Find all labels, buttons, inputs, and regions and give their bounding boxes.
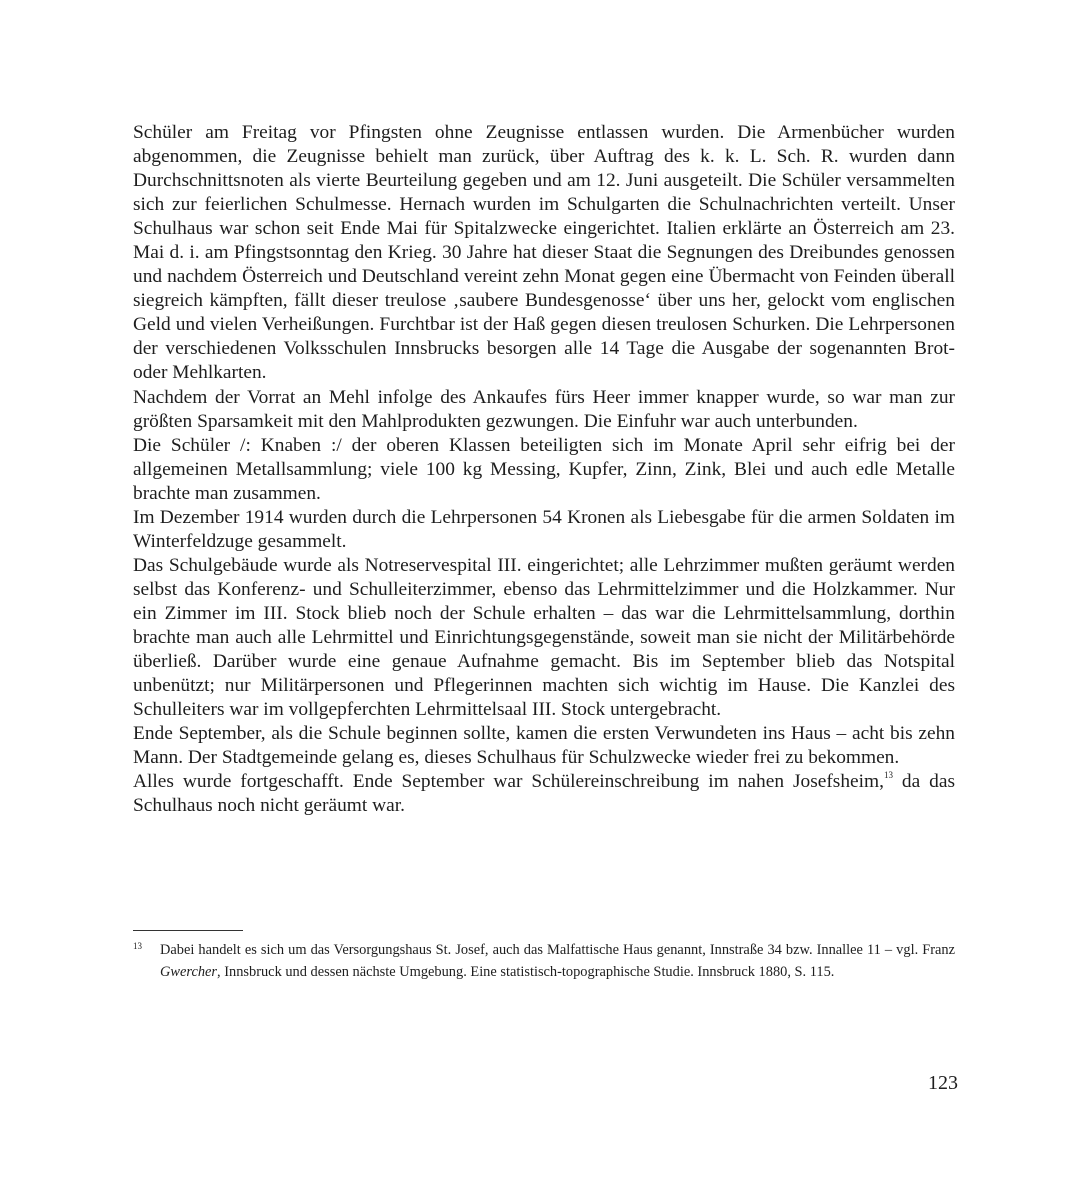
paragraph-text: Alles wurde fortgeschafft. Ende September war Schülereinschreibung im nahen Josefsheim, [133, 771, 884, 793]
paragraph: Schüler am Freitag vor Pfingsten ohne Zeugnisse entlassen wurden. Die Armenbücher wurden abgenommen, die Zeugnisse behielt man zurück, über Auftrag des k. k. L. Sch. R. wurden dann Durchschnittsnoten als vierte Beurteilung gegeben und am 12. Juni ausgeteilt. Die Schüler versammelten sich zur feierlichen Schulmesse. Hernach wurden im Schulgarten die Schulnachrichten verteilt. Unser Schulhaus war schon seit Ende Mai für Spitalzwecke eingerichtet. Italien erklärte an Österreich am 23. Mai d. i. am Pfingstsonntag den Krieg. 30 Jahre hat dieser Staat die Segnungen des Dreibundes genossen und nachdem Österreich und Deutschland vereint zehn Monat gegen eine Übermacht von Feinden überall siegreich kämpften, fällt dieser treulose ‚saubere Bundesgenosse‘ über uns her, gelockt vom englischen Geld und vielen Verheißungen. Furchtbar ist der Haß gegen diesen treulosen Schurken. Die Lehrpersonen der verschiedenen Volksschulen Innsbrucks besorgen alle 14 Tage die Ausgabe der sogenannten Brot- oder Mehlkarten. [133, 122, 955, 384]
paragraph: Nachdem der Vorrat an Mehl infolge des Ankaufes fürs Heer immer knapper wurde, so war man zur größten Sparsamkeit mit den Mahlprodukten gezwungen. Die Einfuhr war auch unterbunden. [133, 386, 955, 432]
footnote-author: Gwercher [160, 964, 218, 980]
paragraph: Ende September, als die Schule beginnen sollte, kamen die ersten Verwundeten ins Haus – acht bis zehn Mann. Der Stadtgemeinde gelang es, dieses Schulhaus für Schulzwecke wieder frei zu bekommen. [133, 723, 955, 769]
page-number: 123 [928, 1072, 958, 1094]
paragraph-text: da das Schulhaus noch nicht geräumt war. [133, 771, 955, 817]
footnote-divider [133, 930, 243, 931]
footnote-reference[interactable]: 13 [883, 770, 893, 781]
paragraph: Das Schulgebäude wurde als Notreservespital III. eingerichtet; alle Lehrzimmer mußten geräumt werden selbst das Konferenz- und Schulleiterzimmer, ebenso das Lehrmittelzimmer und die Holzkammer. Nur ein Zimmer im III. Stock blieb noch der Schule erhalten – das war die Lehrmittelsammlung, dorthin brachte man auch alle Lehrmittel und Einrichtungsgegenstände, soweit man sie nicht der Militärbehörde überließ. Darüber wurde eine genaue Aufnahme gemacht. Bis im September blieb das Notspital unbenützt; nur Militärpersonen und Pflegerinnen machten sich wichtig im Hause. Die Kanzlei des Schulleiters war im vollgepferchten Lehrmittelsaal III. Stock untergebracht. [133, 554, 955, 721]
footnote [133, 939, 955, 983]
footnote-mark: 13 [133, 941, 142, 951]
paragraph-with-footnote-ref [133, 770, 955, 818]
body-text [133, 121, 955, 818]
footnote-text [160, 939, 955, 983]
footnote-text-part: , Innsbruck und dessen nächste Umgebung. Eine statistisch-topographische Studie. Innsbruck 1880, S. 115. [217, 964, 835, 980]
main-text-block [133, 121, 955, 818]
paragraph: Im Dezember 1914 wurden durch die Lehrpersonen 54 Kronen als Liebesgabe für die armen Soldaten im Winterfeldzuge gesammelt. [133, 506, 955, 552]
paragraph: Die Schüler /: Knaben :/ der oberen Klassen beteiligten sich im Monate April sehr eifrig bei der allgemeinen Metallsammlung; viele 100 kg Messing, Kupfer, Zinn, Zink, Blei und auch edle Metalle brachte man zusammen. [133, 434, 955, 504]
footnote-text-part: Dabei handelt es sich um das Versorgungshaus St. Josef, auch das Malfattische Haus genannt, Innstraße 34 bzw. Innallee 11 – vgl. Franz [160, 942, 955, 958]
